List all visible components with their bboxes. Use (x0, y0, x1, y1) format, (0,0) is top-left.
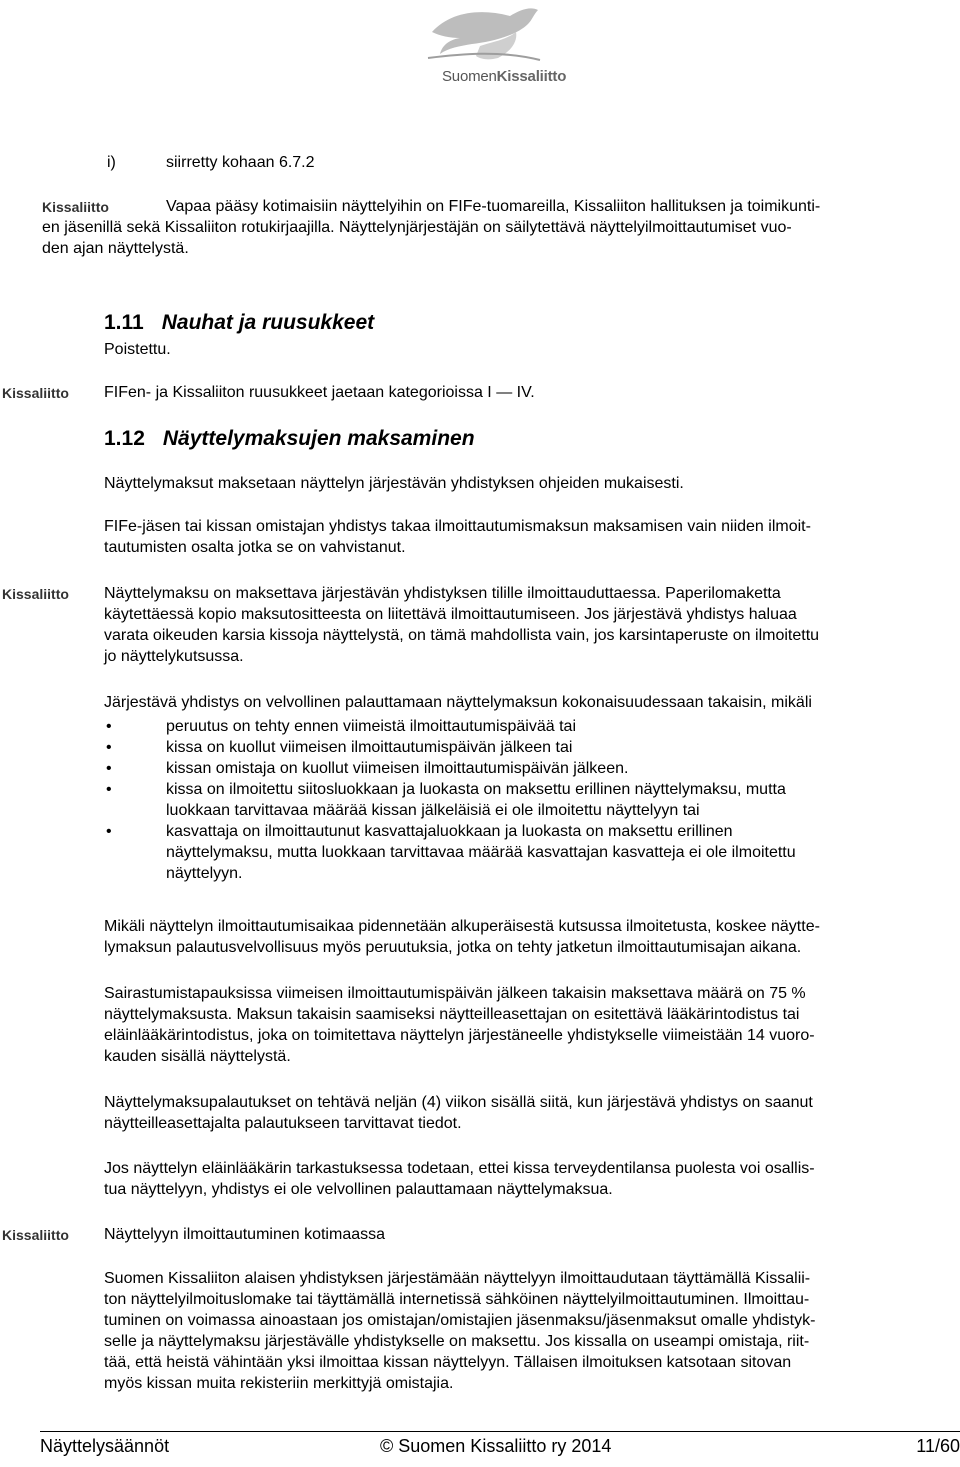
para-10-line-1: Suomen Kissaliiton alaisen yhdistyksen järjestämään näyttelyyn ilmoittaudutaan täyttämällä Kissalii- (104, 1270, 811, 1287)
para-5-line-2: lymaksun palautusvelvollisuus myös peruutuksia, jotka on tehty jatketun ilmoittautumisajan aikana. (104, 939, 802, 956)
para-7-line-2: näytteilleasettajalta palautukseen tarvittavat tiedot. (104, 1115, 462, 1132)
list-item-line: luokkaan tarvittavaa määrää kissan jälkeläisiä ei ole ilmoitettu näyttelyyn tai (166, 802, 700, 819)
para-8-line-2: tua näyttelyyn, yhdistys ei ole velvollinen palauttamaan näyttelymaksua. (104, 1181, 613, 1198)
vapaa-paasy-line-2: en jäsenillä sekä Kissaliiton rotukirjaajilla. Näyttelynjärjestäjän on säilytettävä näyttelyilmoittautumiset vuo- (42, 219, 792, 236)
section-title: Nauhat ja ruusukkeet (161, 311, 375, 334)
list-item-line: • kissa on kuollut viimeisen ilmoittautumispäivän jälkeen tai (166, 739, 573, 756)
vapaa-paasy-line-3: den ajan näyttelystä. (42, 240, 189, 257)
para-2-line-2: tautumisten osalta jotka se on vahvistanut. (104, 539, 406, 556)
section-number: 1.11 (104, 311, 144, 334)
margin-note-kissaliitto: Kissaliitto (2, 1227, 69, 1243)
footer-doc-title: Näyttelysäännöt (40, 1436, 170, 1456)
section-heading-1-12 (104, 427, 475, 451)
para-10-line-5: tää, että heistä vähintään yksi ilmoittaa kissan näyttelyyn. Tällaisen ilmoituksen katsotaan sitovan (104, 1354, 792, 1371)
margin-note-kissaliitto: Kissaliitto (2, 586, 69, 602)
para-3-line-1: Näyttelymaksu on maksettava järjestävän yhdistyksen tilille ilmoittauduttaessa. Paperilomaketta (104, 585, 781, 602)
footer-page-number: 11/60 (916, 1436, 960, 1456)
para-10-line-2: ton näyttelyilmoituslomake tai täyttämällä internetissä sähköinen näyttelyilmoittautuminen. Ilmoittau- (104, 1291, 810, 1308)
item-i-text: siirretty kohaan 6.7.2 (166, 154, 315, 171)
para-5-line-1: Mikäli näyttelyn ilmoittautumisaikaa pidennetään alkuperäisestä kutsussa ilmoitetusta, koskee näytte- (104, 918, 820, 935)
para-6-line-1: Sairastumistapauksissa viimeisen ilmoittautumispäivän jälkeen takaisin maksettava määrä on 75 % (104, 985, 806, 1002)
kissaliitto-logo (420, 2, 570, 94)
footer-copyright: © Suomen Kissaliitto ry 2014 (380, 1436, 612, 1456)
para-6-line-2: näyttelymaksusta. Maksun takaisin saamiseksi näytteilleasettajan on esitettävä lääkärintodistus tai (104, 1006, 800, 1023)
margin-note-kissaliitto: Kissaliitto (42, 199, 109, 215)
para-3-line-2: käytettäessä kopio maksutositteesta on liitettävä ilmoittautumiseen. Jos järjestävä yhdistys haluaa (104, 606, 797, 623)
para-1: Näyttelymaksut maksetaan näyttelyn järjestävän yhdistyksen ohjeiden mukaisesti. (104, 475, 684, 492)
item-i-label: i) (107, 154, 116, 171)
list-item (104, 779, 944, 821)
para-3-line-3: varata oikeuden karsia kissoja näyttelystä, on tämä mahdollista vain, jos karsintaperuste on ilmoitettu (104, 627, 820, 644)
section-1-11-line-1: Poistettu. (104, 341, 171, 358)
list-item-line: • kissa on ilmoitettu siitosluokkaan ja luokasta on maksettu erillinen näyttelymaksu, mutta (166, 781, 786, 798)
section-1-11-line-2: FIFen- ja Kissaliiton ruusukkeet jaetaan kategorioissa I — IV. (104, 384, 535, 401)
section-title: Näyttelymaksujen maksaminen (162, 427, 475, 450)
list-item-line: näyttelymaksu, mutta luokkaan tarvittavaa määrää kasvattajan kasvatteja ei ole ilmoitettu (166, 844, 796, 861)
para-6-line-4: kauden sisällä näyttelystä. (104, 1048, 291, 1065)
section-number: 1.12 (104, 427, 145, 450)
list-item (104, 821, 944, 884)
list-item (104, 737, 944, 758)
list-item-line: • kissan omistaja on kuollut viimeisen ilmoittautumispäivän jälkeen. (166, 760, 629, 777)
para-8-line-1: Jos näyttelyn eläinlääkärin tarkastuksessa todetaan, ettei kissa terveydentilansa puolesta voi osallis- (104, 1160, 815, 1177)
list-item-line: näyttelyyn. (166, 865, 243, 882)
vapaa-paasy-line-1: Vapaa pääsy kotimaisiin näyttelyihin on FIFe-tuomareilla, Kissaliiton hallituksen ja toimikunti- (166, 198, 821, 215)
logo-text-kissaliitto: Kissaliitto (496, 68, 567, 85)
cat-silhouette-icon (420, 2, 570, 72)
para-3-line-4: jo näyttelykutsussa. (104, 648, 244, 665)
margin-note-kissaliitto: Kissaliitto (2, 385, 69, 401)
list-item-line: • peruutus on tehty ennen viimeistä ilmoittautumispäivää tai (166, 718, 576, 735)
list-item (104, 716, 944, 737)
list-item (104, 758, 944, 779)
para-6-line-3: eläinlääkärintodistus, joka on toimitettava näyttelyn järjestäneelle yhdistykselle viimeistään 14 vuoro- (104, 1027, 815, 1044)
list-item-line: • kasvattaja on ilmoittautunut kasvattajaluokkaan ja luokasta on maksettu erillinen (166, 823, 733, 840)
para-4: Järjestävä yhdistys on velvollinen palauttamaan näyttelymaksun kokonaisuudessaan takaisin, mikäli (104, 694, 812, 711)
footer-rule (40, 1431, 960, 1432)
page-footer (40, 1436, 960, 1457)
para-10-line-6: myös kissan muita rekisteriin merkittyjä omistajia. (104, 1375, 454, 1392)
para-10-line-3: tuminen on voimassa ainoastaan jos omistajan/omistajien jäsenmaksu/jäsenmaksut omalle yhdistyk- (104, 1312, 816, 1329)
para-9: Näyttelyyn ilmoittautuminen kotimaassa (104, 1226, 386, 1243)
para-7-line-1: Näyttelymaksupalautukset on tehtävä neljän (4) viikon sisällä siitä, kun järjestävä yhdistys on saanut (104, 1094, 813, 1111)
para-10-line-4: selle ja näyttelymaksu järjestävälle yhdistykselle on maksettu. Jos kissalla on useampi omistaja, riit- (104, 1333, 810, 1350)
section-heading-1-11 (104, 311, 374, 335)
logo-text-suomen: Suomen (442, 68, 497, 85)
para-2-line-1: FIFe-jäsen tai kissan omistajan yhdistys takaa ilmoittautumismaksun maksamisen vain niiden ilmoit- (104, 518, 811, 535)
refund-conditions-list (104, 716, 944, 884)
